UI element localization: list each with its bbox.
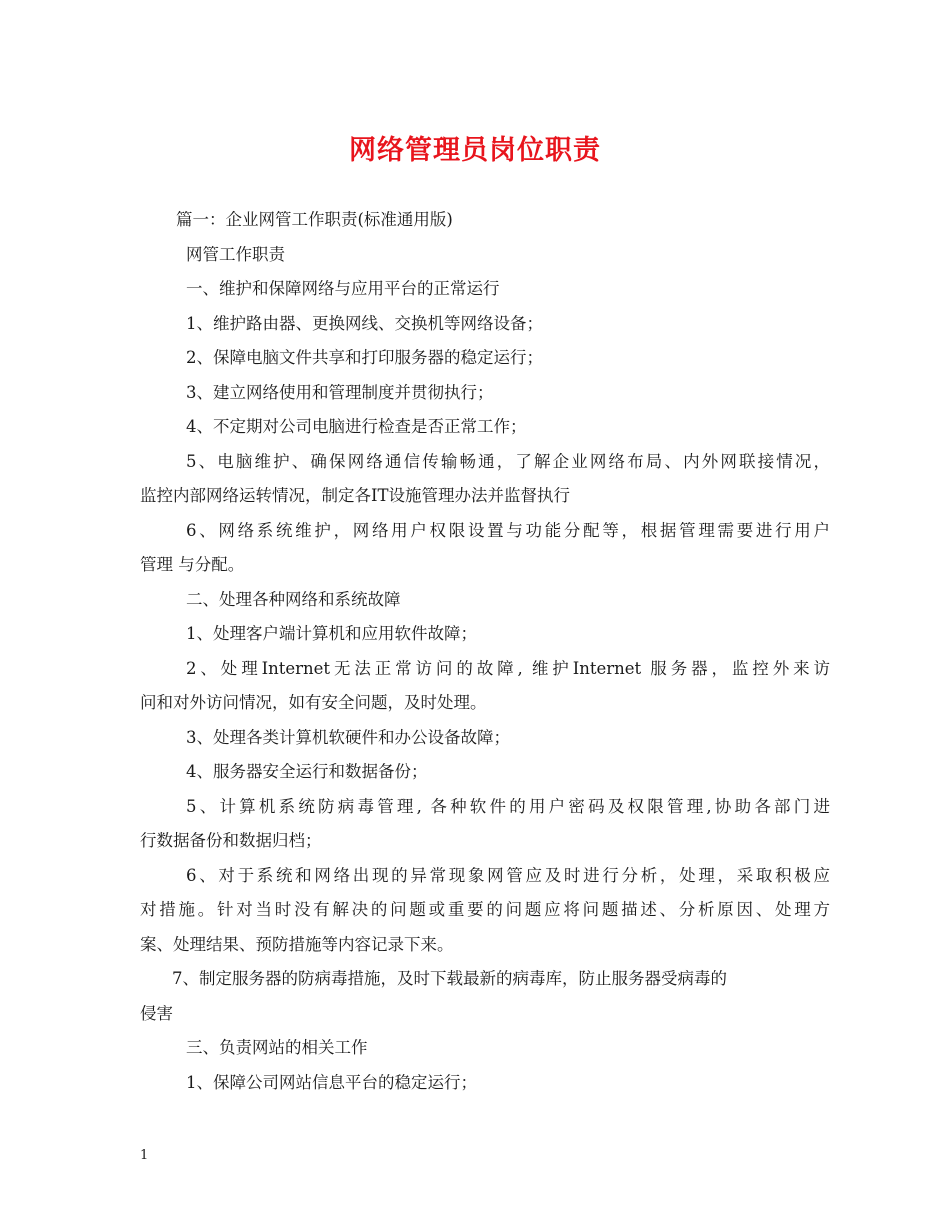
- list-item: 5、电脑维护、确保网络通信传输畅通，了解企业网络布局、内外网联接情况，: [186, 451, 830, 471]
- list-item: 5、计算机系统防病毒管理, 各种软件的用户密码及权限管理,协助各部门进: [186, 796, 830, 816]
- document-body: [140, 203, 830, 1100]
- page-number: 1: [140, 1148, 149, 1163]
- list-item: 6、对于系统和网络出现的异常现象网管应及时进行分析，处理，采取积极应: [186, 865, 830, 885]
- list-item: 4、服务器安全运行和数据备份；: [186, 762, 428, 781]
- chapter-heading: 二、处理各种网络和系统故障: [186, 589, 401, 609]
- chapter-heading: 三、负责网站的相关工作: [186, 1038, 368, 1057]
- subheading: 网管工作职责: [186, 244, 285, 264]
- list-item: 6、网络系统维护，网络用户权限设置与功能分配等，根据管理需要进行用户: [186, 520, 830, 540]
- list-item-continuation: 管理 与分配。: [140, 555, 245, 574]
- list-item-continuation: 监控内部网络运转情况，制定各IT设施管理办法并监督执行: [140, 486, 571, 505]
- list-item-continuation: 对措施。针对当时没有解决的问题或重要的问题应将问题描述、分析原因、处理方: [140, 900, 830, 919]
- list-item-continuation: 侵害: [140, 1003, 173, 1023]
- list-item-continuation: 案、处理结果、预防措施等内容记录下来。: [140, 934, 454, 954]
- section-heading: 篇一：企业网管工作职责(标准通用版): [176, 210, 453, 229]
- list-item: 7、制定服务器的防病毒措施，及时下载最新的病毒库，防止服务器受病毒的: [172, 969, 727, 988]
- list-item: 4、不定期对公司电脑进行检查是否正常工作；: [186, 417, 527, 436]
- list-item: 3、处理各类计算机软硬件和办公设备故障；: [186, 727, 510, 747]
- list-item: 1、保障公司网站信息平台的稳定运行；: [186, 1072, 477, 1092]
- list-item-continuation: 行数据备份和数据归档；: [140, 831, 322, 850]
- list-item-continuation: 问和对外访问情况，如有安全问题，及时处理。: [140, 693, 487, 712]
- chapter-heading: 一、维护和保障网络与应用平台的正常运行: [186, 279, 500, 298]
- list-item: 1、维护路由器、更换网线、交换机等网络设备；: [186, 313, 543, 333]
- list-item: 3、建立网络使用和管理制度并贯彻执行；: [186, 382, 494, 402]
- document-title: 网络管理员岗位职责: [349, 135, 601, 166]
- list-item: 2、保障电脑文件共享和打印服务器的稳定运行；: [186, 348, 543, 367]
- list-item: 2、处理Internet无法正常访问的故障, 维护Internet 服务器，监控外来访: [186, 658, 830, 678]
- list-item: 1、处理客户端计算机和应用软件故障；: [186, 624, 477, 643]
